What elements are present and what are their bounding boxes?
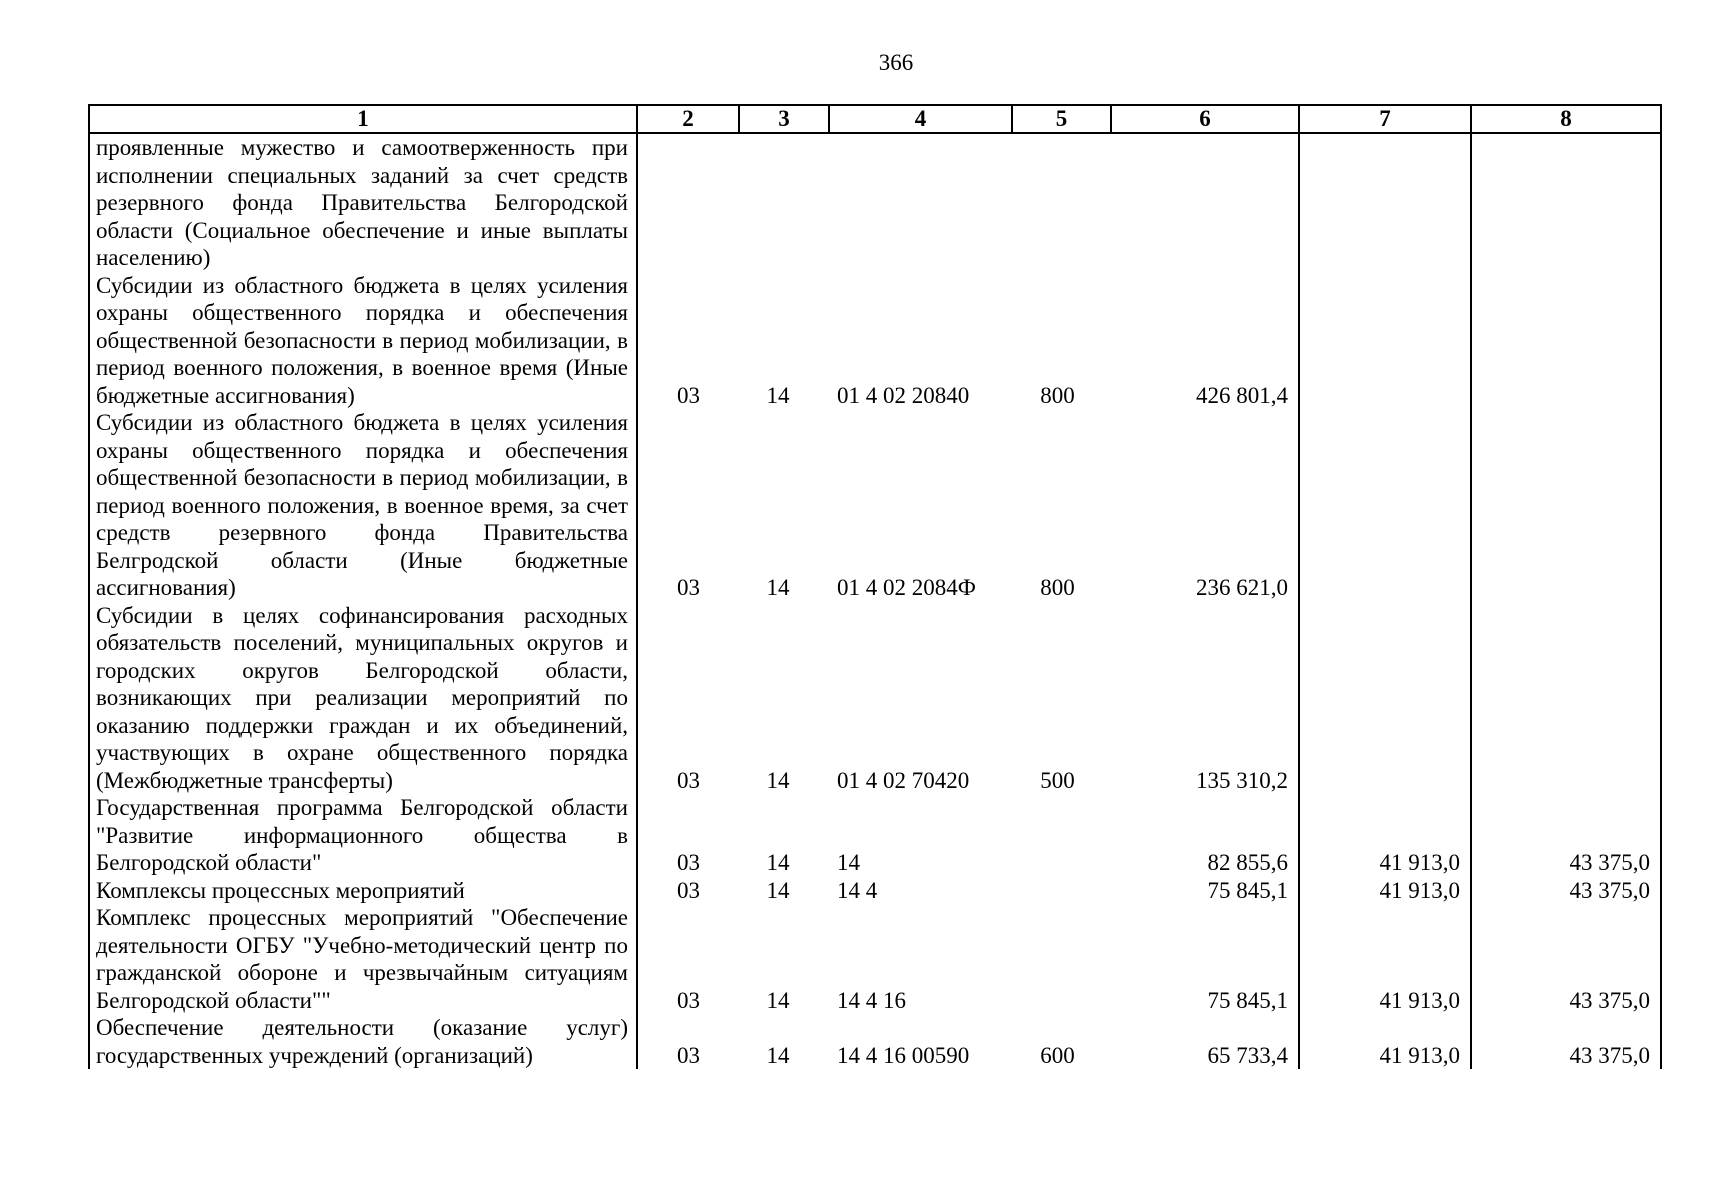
row-name: Комплексы процессных мероприятий bbox=[89, 877, 637, 905]
row-subsection: 14 bbox=[766, 877, 790, 903]
column-header-5: 5 bbox=[1012, 105, 1111, 133]
row-section: 03 bbox=[677, 575, 700, 600]
row-amount-col8 bbox=[1471, 602, 1661, 795]
row-amount-col8 bbox=[1471, 272, 1661, 410]
row-target-article: 01 4 02 2084Ф bbox=[837, 575, 976, 600]
row-expense-type bbox=[1012, 877, 1111, 905]
row-section bbox=[637, 133, 739, 272]
page-number: 366 bbox=[878, 50, 914, 75]
column-header-7: 7 bbox=[1299, 105, 1471, 133]
row-amount-col6: 82 855,6 bbox=[1111, 794, 1299, 877]
row-amount-col6: 426 801,4 bbox=[1111, 272, 1299, 410]
column-header-2: 2 bbox=[637, 105, 739, 133]
row-section: 03 bbox=[677, 767, 700, 793]
row-subsection: 14 bbox=[766, 850, 790, 875]
table-row bbox=[89, 133, 1661, 272]
table-row bbox=[89, 409, 1661, 602]
column-header-8: 8 bbox=[1471, 105, 1661, 133]
row-expense-type bbox=[1012, 133, 1111, 272]
row-amount-col6: 236 621,0 bbox=[1111, 409, 1299, 602]
row-name: Субсидии в целях софинансирования расходных обязательств поселений, муниципальных округов и городских округов Белгородской области, возникающих при реализации мероприятий по оказанию поддержки граждан и их объединений, участвующих в охране общественного порядка (Межбюджетные трансферты) bbox=[89, 602, 637, 795]
row-target-article: 14 4 16 bbox=[837, 987, 906, 1013]
row-name: Комплекс процессных мероприятий "Обеспечение деятельности ОГБУ "Учебно-методический центр по гражданской обороне и чрезвычайным ситуациям Белгородской области"" bbox=[89, 904, 637, 1014]
row-amount-col7: 41 913,0 bbox=[1299, 904, 1471, 1014]
row-subsection: 14 bbox=[766, 575, 790, 600]
row-expense-type: 800 bbox=[1040, 575, 1075, 600]
row-amount-col7 bbox=[1299, 602, 1471, 795]
row-target-article: 01 4 02 20840 bbox=[837, 382, 970, 408]
row-amount-col6: 75 845,1 bbox=[1111, 904, 1299, 1014]
column-header-1: 1 bbox=[89, 105, 637, 133]
row-subsection: 14 bbox=[766, 767, 790, 793]
row-target-article: 14 bbox=[837, 850, 860, 875]
row-amount-col7: 41 913,0 bbox=[1299, 1014, 1471, 1069]
row-section: 03 bbox=[677, 1042, 700, 1068]
row-name: Обеспечение деятельности (оказание услуг) государственных учреждений (организаций) bbox=[89, 1014, 637, 1069]
row-section: 03 bbox=[677, 382, 700, 408]
column-header-6: 6 bbox=[1111, 105, 1299, 133]
budget-table-container bbox=[88, 104, 1660, 1069]
row-amount-col8 bbox=[1471, 133, 1661, 272]
row-expense-type: 500 bbox=[1040, 767, 1075, 793]
row-amount-col7 bbox=[1299, 272, 1471, 410]
column-header-3: 3 bbox=[739, 105, 829, 133]
row-amount-col8: 43 375,0 bbox=[1471, 904, 1661, 1014]
row-amount-col7 bbox=[1299, 409, 1471, 602]
row-amount-col6: 135 310,2 bbox=[1111, 602, 1299, 795]
row-amount-col8: 43 375,0 bbox=[1471, 877, 1661, 905]
row-amount-col7: 41 913,0 bbox=[1299, 877, 1471, 905]
row-amount-col6: 75 845,1 bbox=[1111, 877, 1299, 905]
row-target-article: 14 4 bbox=[837, 877, 878, 903]
row-amount-col7: 41 913,0 bbox=[1299, 794, 1471, 877]
table-row bbox=[89, 904, 1661, 1014]
row-target-article bbox=[829, 133, 1012, 272]
table-row bbox=[89, 602, 1661, 795]
row-amount-col8: 43 375,0 bbox=[1471, 1014, 1661, 1069]
row-amount-col8 bbox=[1471, 409, 1661, 602]
row-subsection: 14 bbox=[766, 382, 790, 408]
row-subsection: 14 bbox=[766, 987, 790, 1013]
row-subsection: 14 bbox=[766, 1042, 790, 1068]
row-amount-col8: 43 375,0 bbox=[1471, 794, 1661, 877]
row-amount-col7 bbox=[1299, 133, 1471, 272]
row-section: 03 bbox=[677, 877, 700, 903]
row-name: Субсидии из областного бюджета в целях усиления охраны общественного порядка и обеспечения общественной безопасности в период мобилизации, в период военного положения, в военное время, за счет средств резервного фонда Правительства Белгродской области (Иные бюджетные ассигнования) bbox=[89, 409, 637, 602]
row-name: Государственная программа Белгородской области "Развитие информационного общества в Белгородской области" bbox=[89, 794, 637, 877]
row-subsection bbox=[739, 133, 829, 272]
budget-table bbox=[88, 104, 1662, 1069]
row-name: проявленные мужество и самоотверженность при исполнении специальных заданий за счет средств резервного фонда Правительства Белгородской области (Социальное обеспечение и иные выплаты населению) bbox=[89, 133, 637, 272]
column-header-4: 4 bbox=[829, 105, 1012, 133]
table-row bbox=[89, 877, 1661, 905]
row-target-article: 14 4 16 00590 bbox=[837, 1042, 970, 1068]
table-row bbox=[89, 1014, 1661, 1069]
row-expense-type bbox=[1012, 904, 1111, 1014]
row-section: 03 bbox=[677, 850, 700, 875]
row-target-article: 01 4 02 70420 bbox=[837, 767, 970, 793]
row-name: Субсидии из областного бюджета в целях усиления охраны общественного порядка и обеспечения общественной безопасности в период мобилизации, в период военного положения, в военное время (Иные бюджетные ассигнования) bbox=[89, 272, 637, 410]
row-expense-type: 800 bbox=[1040, 382, 1075, 408]
table-row bbox=[89, 272, 1661, 410]
row-expense-type bbox=[1012, 794, 1111, 877]
table-row bbox=[89, 794, 1661, 877]
row-amount-col6: 65 733,4 bbox=[1111, 1014, 1299, 1069]
row-expense-type: 600 bbox=[1040, 1042, 1075, 1068]
table-header-row bbox=[89, 105, 1661, 133]
row-section: 03 bbox=[677, 987, 700, 1013]
row-amount-col6 bbox=[1111, 133, 1299, 272]
